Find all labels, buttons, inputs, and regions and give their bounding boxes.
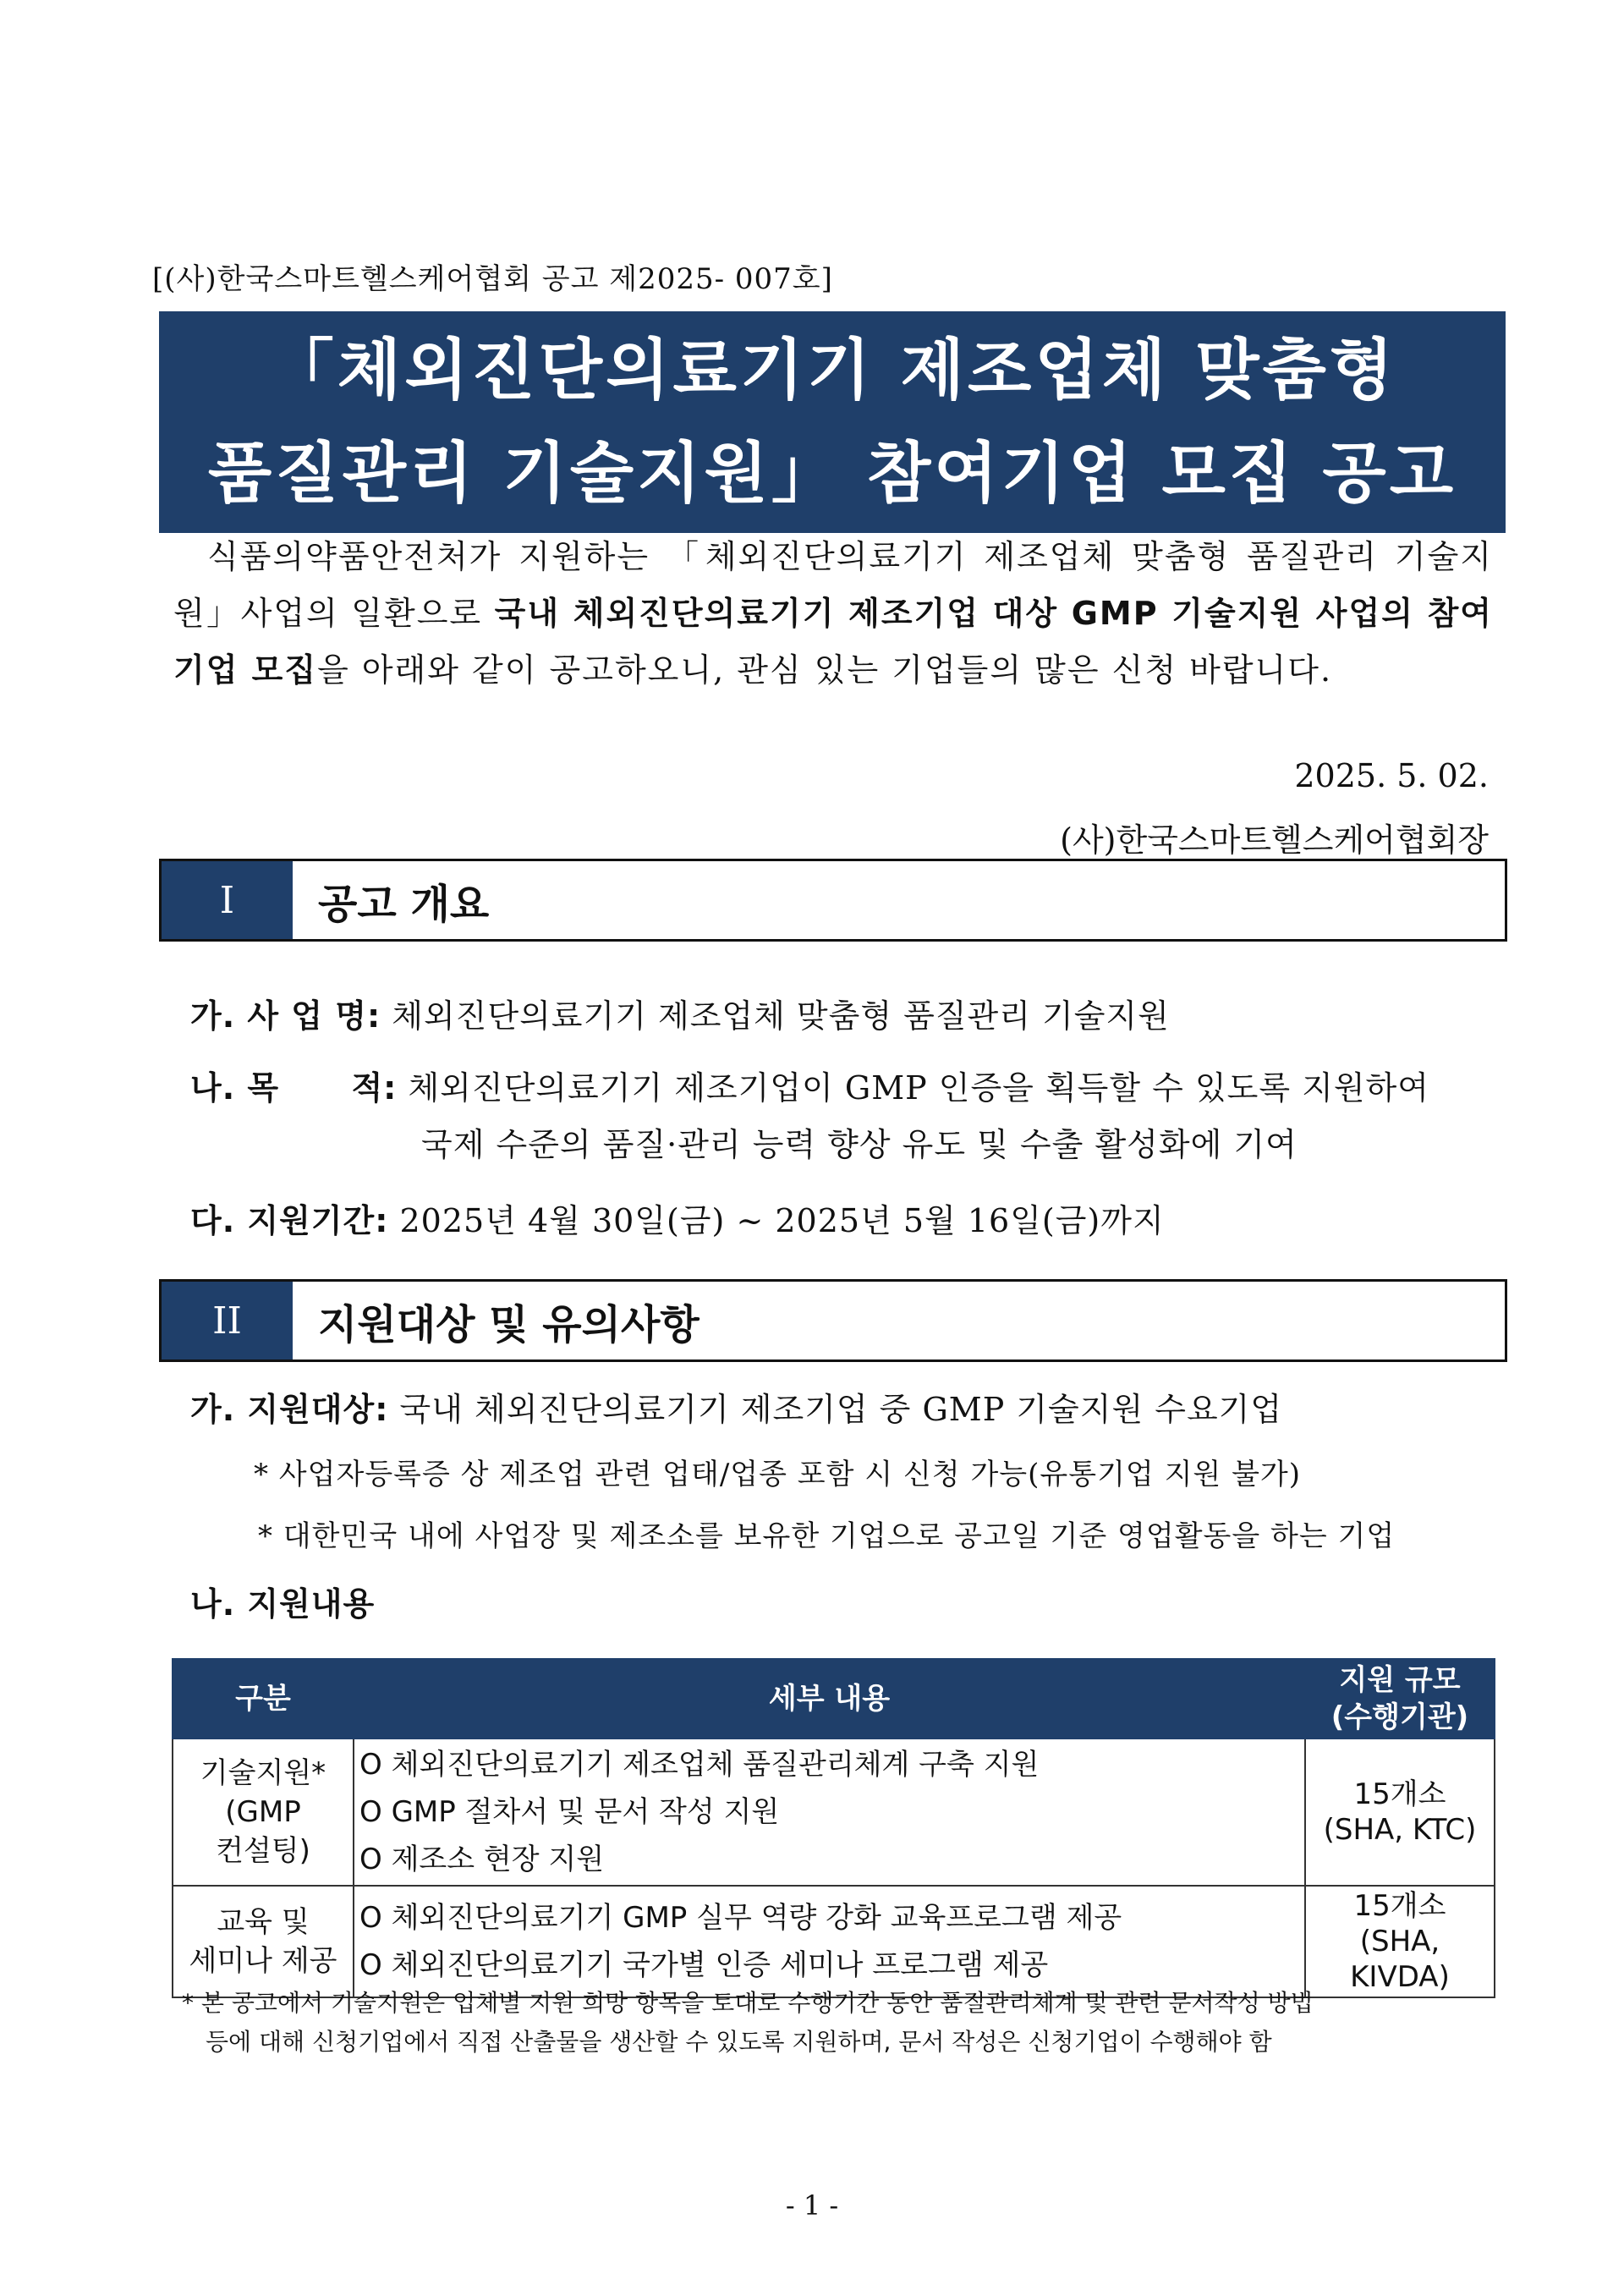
header-scale-line-1: 지원 규모 [1339,1663,1461,1697]
row-details [354,1886,1305,1997]
section-number-2: II [162,1282,293,1359]
title-line-1: 「체외진단의료기기 제조업체 맞춤형 [267,332,1397,409]
target-label: 가. 지원대상: [190,1391,389,1428]
section-header-2 [159,1279,1507,1362]
row-scale [1305,1886,1495,1997]
row-scale [1305,1738,1495,1886]
detail-line: O 체외진단의료기기 제조업체 품질관리체계 구축 지원 [359,1748,1040,1782]
support-target [190,1383,1282,1430]
title-banner [159,311,1506,533]
category-line: 컨설팅) [216,1834,310,1868]
item-label: 나. 목 적: [190,1069,398,1107]
section-header-1 [159,859,1507,942]
notice-number: [(사)한국스마트헬스케어협회 공고 제2025- 007호] [152,262,833,296]
row-category [173,1738,354,1886]
content-label: 나. 지원내용 [190,1585,376,1623]
item-label: 가. 사 업 명: [190,997,381,1035]
row-category [173,1886,354,1997]
item-text: 2025년 4월 30일(금) ~ 2025년 5월 16일(금)까지 [399,1202,1165,1239]
section-title-1: 공고 개요 [318,880,490,928]
row-details [354,1738,1305,1886]
header-category: 구분 [173,1659,354,1738]
table-header-row [173,1659,1495,1738]
scale-line: 15개소 [1353,1889,1446,1923]
target-text: 국내 체외진단의료기기 제조기업 중 GMP 기술지원 수요기업 [399,1391,1283,1428]
intro-text-1: 식품의약품안전처가 지원하는 「체외진단의료기기 제조업체 맞춤형 품질관리 기술지원」사업의 일환으로 [173,538,1493,632]
detail-line: O 체외진단의료기기 국가별 인증 세미나 프로그램 제공 [359,1948,1049,1982]
support-table [172,1658,1495,1998]
target-note-2: * 대한민국 내에 사업장 및 제조소를 보유한 기업으로 공고일 기준 영업활동을 하는 기업 [258,1519,1396,1553]
intro-text-2: 을 아래와 같이 공고하오니, 관심 있는 기업들의 많은 신청 바랍니다. [317,651,1333,689]
table-footnote [182,1984,1484,2062]
table-row [173,1886,1495,1997]
overview-item-period [190,1195,1165,1241]
intro-bold-text: 국내 체외진단의료기기 제조기업 대상 GMP 기술지원 사업의 참여기업 모집 [173,595,1494,689]
scale-line: (SHA, KTC) [1323,1813,1477,1847]
title-line-2: 품질관리 기술지원」 참여기업 모집 공고 [207,436,1457,512]
overview-item-purpose [190,1062,1429,1108]
item-text: 체외진단의료기기 제조업체 맞춤형 품질관리 기술지원 [392,997,1170,1035]
item-label: 다. 지원기간: [190,1202,389,1239]
announcement-date: 2025. 5. 02. [1294,757,1489,794]
section-title-2: 지원대상 및 유의사항 [318,1300,700,1348]
organization-signature: (사)한국스마트헬스케어협회장 [1060,821,1489,859]
item-text: 체외진단의료기기 제조기업이 GMP 인증을 획득할 수 있도록 지원하여 [408,1069,1429,1107]
header-scale-line-2: (수행기관) [1330,1700,1469,1734]
detail-line: O 체외진단의료기기 GMP 실무 역량 강화 교육프로그램 제공 [359,1901,1122,1935]
overview-item-name [190,990,1170,1036]
support-content-heading [190,1578,375,1624]
target-note-1: * 사업자등록증 상 제조업 관련 업태/업종 포함 시 신청 가능(유통기업 지원 불가) [254,1458,1302,1491]
category-line: 교육 및 [217,1905,310,1939]
category-line: 세미나 제공 [189,1944,337,1978]
header-scale [1305,1659,1495,1738]
category-line: 기술지원* [200,1756,326,1790]
page-number: - 1 - [785,2189,839,2222]
scale-line: (SHA, KIVDA) [1350,1925,1450,1994]
footnote-line-1: * 본 공고에서 기술지원은 업체별 지원 희망 항목을 토대로 수행기간 동안 품질관리체계 및 관련 문서작성 방법 [182,1989,1314,2017]
scale-line: 15개소 [1353,1777,1446,1811]
category-line: (GMP [225,1795,301,1829]
header-detail: 세부 내용 [354,1659,1305,1738]
intro-paragraph [173,529,1493,699]
section-number-1: I [162,861,293,939]
footnote-line-2: 등에 대해 신청기업에서 직접 산출물을 생산할 수 있도록 지원하며, 문서 작성은 신청기업이 수행해야 함 [206,2028,1272,2056]
detail-line: O GMP 절차서 및 문서 작성 지원 [359,1795,780,1829]
table-row [173,1738,1495,1886]
overview-item-purpose-cont: 국제 수준의 품질·관리 능력 향상 유도 및 수출 활성화에 기여 [421,1126,1298,1163]
detail-line: O 제조소 현장 지원 [359,1843,605,1876]
